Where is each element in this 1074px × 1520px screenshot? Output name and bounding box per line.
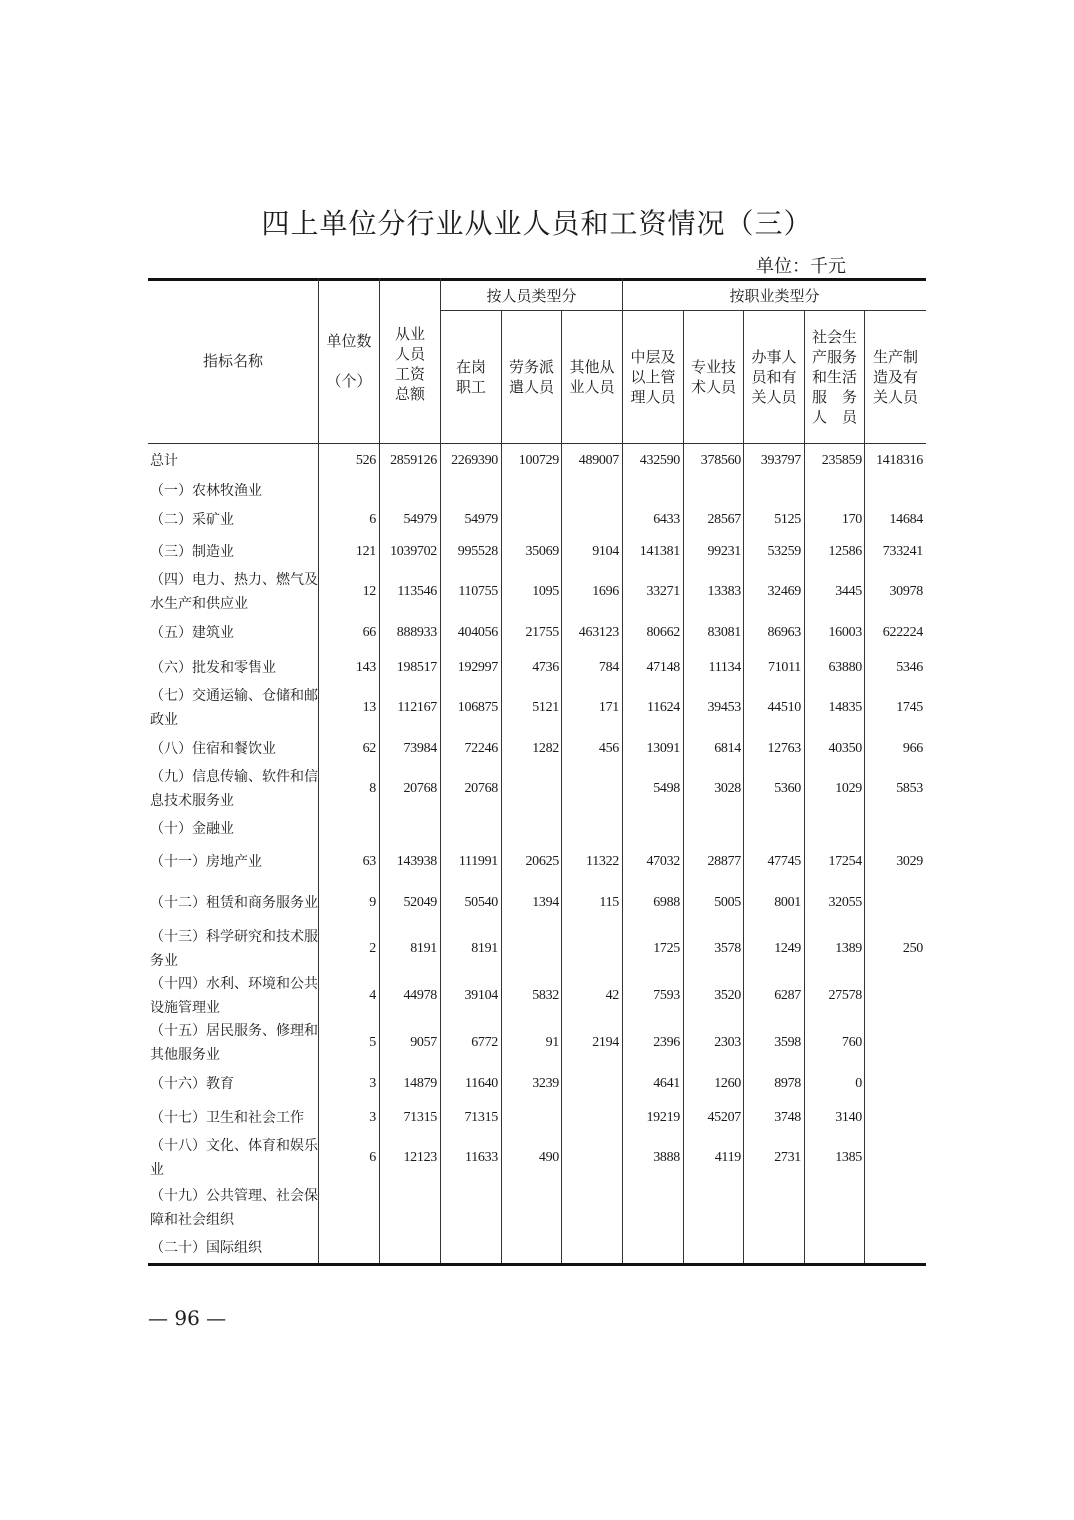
unit-label: 单位：千元 [756, 256, 846, 277]
table-cell: 14879 [403, 1076, 437, 1091]
header-group-personnel: 按人员类型分 [486, 286, 577, 305]
table-cell: 32469 [767, 584, 801, 599]
table-cell: 11633 [465, 1150, 498, 1165]
header-indicator-name: 指标名称 [202, 351, 263, 370]
table-cell: 3140 [835, 1110, 862, 1125]
table-cell: 111991 [458, 854, 498, 869]
table-cell: 66 [362, 625, 376, 640]
table-cell: 378560 [700, 453, 741, 468]
table-cell: 404056 [457, 625, 498, 640]
table-cell: 47148 [646, 660, 680, 675]
table-cell: 30978 [889, 584, 923, 599]
table-cell: 995528 [457, 544, 498, 559]
table-cell: 3888 [653, 1150, 680, 1165]
row-indicator-name: （十五）居民服务、修理和其他服务业 [150, 1023, 318, 1063]
row-indicator-name: （三）制造业 [150, 544, 234, 560]
table-cell: 1696 [592, 584, 619, 599]
table-cell: 2303 [714, 1035, 741, 1050]
table-cell: 2194 [592, 1035, 619, 1050]
table-cell: 490 [538, 1150, 559, 1165]
table-cell: 71315 [403, 1110, 437, 1125]
table-cell: 6 [369, 512, 376, 527]
table-cell: 1385 [835, 1150, 862, 1165]
table-cell: 8978 [774, 1076, 801, 1091]
table-cell: 110755 [458, 584, 498, 599]
row-indicator-name: （一）农林牧渔业 [150, 483, 262, 499]
table-cell: 11322 [586, 854, 619, 869]
row-indicator-name: （二）采矿业 [150, 512, 234, 528]
table-cell: 47032 [646, 854, 680, 869]
table-cell: 5832 [532, 988, 559, 1003]
table-cell: 143938 [396, 854, 437, 869]
table-cell: 432590 [639, 453, 680, 468]
header-group-occupation: 按职业类型分 [729, 286, 820, 305]
table-bottom-rule [148, 1263, 926, 1266]
row-indicator-name: （十八）文化、体育和娱乐业 [150, 1138, 318, 1178]
table-cell: 113546 [397, 584, 437, 599]
table-cell: 71315 [464, 1110, 498, 1125]
row-indicator-name: （五）建筑业 [150, 625, 234, 641]
row-indicator-name: （六）批发和零售业 [150, 660, 276, 676]
table-cell: 3 [369, 1076, 376, 1091]
table-cell: 3598 [774, 1035, 801, 1050]
table-cell: 8191 [410, 941, 437, 956]
table-cell: 45207 [707, 1110, 741, 1125]
table-cell: 12586 [828, 544, 862, 559]
page-title: 四上单位分行业从业人员和工资情况（三） [261, 207, 813, 240]
table-cell: 1389 [835, 941, 862, 956]
table-cell: 27578 [828, 988, 862, 1003]
table-cell: 5005 [714, 895, 741, 910]
table-cell: 2 [369, 941, 376, 956]
table-cell: 1282 [532, 741, 559, 756]
row-indicator-name: （十六）教育 [150, 1076, 234, 1092]
table-cell: 11640 [465, 1076, 498, 1091]
table-cell: 14835 [828, 700, 862, 715]
table-cell: 106875 [457, 700, 498, 715]
table-cell: 250 [902, 941, 923, 956]
table-cell: 44978 [403, 988, 437, 1003]
table-cell: 784 [598, 660, 619, 675]
table-cell: 91 [545, 1035, 559, 1050]
table-cell: 44510 [767, 700, 801, 715]
table-cell: 13091 [646, 741, 680, 756]
table-cell: 28567 [707, 512, 741, 527]
table-cell: 4736 [532, 660, 559, 675]
header-bottom-rule [148, 443, 926, 444]
table-cell: 11134 [708, 660, 741, 675]
table-cell: 9104 [592, 544, 619, 559]
row-indicator-name: （十四）水利、环境和公共设施管理业 [150, 976, 318, 1016]
header-managers: 中层及 以上管 理人员 [630, 348, 676, 406]
table-cell: 13383 [707, 584, 741, 599]
table-cell: 112167 [397, 700, 437, 715]
table-cell: 20625 [525, 854, 559, 869]
table-cell: 733241 [882, 544, 923, 559]
table-cell: 0 [855, 1076, 862, 1091]
header-dispatched: 劳务派 遣人员 [508, 358, 554, 396]
table-cell: 235859 [821, 453, 862, 468]
table-cell: 4119 [714, 1150, 741, 1165]
table-cell: 3520 [714, 988, 741, 1003]
table-cell: 3239 [532, 1076, 559, 1091]
header-other: 其他从 业人员 [569, 358, 615, 396]
table-cell: 463123 [578, 625, 619, 640]
table-cell: 5498 [653, 781, 680, 796]
table-cell: 3029 [896, 854, 923, 869]
row-indicator-name: （十一）房地产业 [150, 854, 262, 870]
row-indicator-name: （八）住宿和餐饮业 [150, 741, 276, 757]
table-cell: 3748 [774, 1110, 801, 1125]
table-cell: 6 [369, 1150, 376, 1165]
header-staff: 在岗 职工 [455, 358, 486, 396]
table-cell: 33271 [646, 584, 680, 599]
table-cell: 115 [599, 895, 619, 910]
table-cell: 192997 [457, 660, 498, 675]
table-cell: 32055 [828, 895, 862, 910]
table-cell: 888933 [396, 625, 437, 640]
row-indicator-name: （九）信息传输、软件和信息技术服务业 [150, 769, 318, 809]
table-cell: 5121 [532, 700, 559, 715]
table-cell: 5346 [896, 660, 923, 675]
table-cell: 5 [369, 1035, 376, 1050]
table-cell: 39453 [707, 700, 741, 715]
table-cell: 171 [598, 700, 619, 715]
table-cell: 6433 [653, 512, 680, 527]
table-cell: 1095 [532, 584, 559, 599]
table-cell: 3445 [835, 584, 862, 599]
row-indicator-name: （十）金融业 [150, 821, 234, 837]
table-cell: 2396 [653, 1035, 680, 1050]
header-unit-count: 单位数 （个） [326, 331, 372, 390]
table-cell: 9057 [410, 1035, 437, 1050]
table-cell: 1249 [774, 941, 801, 956]
table-cell: 6988 [653, 895, 680, 910]
row-indicator-name: （二十）国际组织 [150, 1240, 262, 1256]
table-cell: 63 [362, 854, 376, 869]
page-number: — 96 — [148, 1306, 227, 1330]
table-cell: 12763 [767, 741, 801, 756]
table-cell: 86963 [767, 625, 801, 640]
table-cell: 7593 [653, 988, 680, 1003]
table-cell: 393797 [760, 453, 801, 468]
table-cell: 17254 [828, 854, 862, 869]
table-cell: 4641 [653, 1076, 680, 1091]
table-cell: 1029 [835, 781, 862, 796]
table-cell: 2269390 [451, 453, 498, 468]
header-production: 生产制 造及有 关人员 [872, 348, 918, 406]
table-cell: 760 [841, 1035, 862, 1050]
header-service: 社会生 产服务 和生活 服 务 人 员 [811, 328, 857, 426]
table-cell: 83081 [707, 625, 741, 640]
table-cell: 8191 [471, 941, 498, 956]
table-cell: 2731 [774, 1150, 801, 1165]
table-cell: 20768 [464, 781, 498, 796]
table-cell: 5360 [774, 781, 801, 796]
row-indicator-name: 总计 [150, 453, 178, 469]
table-cell: 6814 [714, 741, 741, 756]
table-cell: 1394 [532, 895, 559, 910]
table-cell: 170 [841, 512, 862, 527]
table-cell: 19219 [646, 1110, 680, 1125]
table-cell: 1745 [896, 700, 923, 715]
table-cell: 4 [369, 988, 376, 1003]
row-indicator-name: （十二）租赁和商务服务业 [150, 895, 318, 911]
table-cell: 1039702 [390, 544, 437, 559]
table-cell: 53259 [767, 544, 801, 559]
table-cell: 62 [362, 741, 376, 756]
row-indicator-name: （四）电力、热力、燃气及水生产和供应业 [150, 572, 318, 612]
table-cell: 3 [369, 1110, 376, 1125]
table-cell: 1725 [653, 941, 680, 956]
table-cell: 20768 [403, 781, 437, 796]
table-cell: 12 [362, 584, 376, 599]
table-cell: 3028 [714, 781, 741, 796]
data-table [148, 278, 926, 1266]
table-cell: 966 [902, 741, 923, 756]
table-cell: 35069 [525, 544, 559, 559]
table-cell: 143 [355, 660, 376, 675]
table-cell: 21755 [525, 625, 559, 640]
table-cell: 622224 [882, 625, 923, 640]
table-cell: 54979 [464, 512, 498, 527]
table-cell: 99231 [707, 544, 741, 559]
table-cell: 8001 [774, 895, 801, 910]
table-cell: 40350 [828, 741, 862, 756]
table-cell: 9 [369, 895, 376, 910]
table-cell: 5125 [774, 512, 801, 527]
header-professionals: 专业技 术人员 [690, 358, 736, 396]
row-indicator-name: （十三）科学研究和技术服务业 [150, 929, 318, 969]
header-total-wage: 从业 人员 工资 总额 [394, 325, 425, 403]
table-cell: 526 [355, 453, 376, 468]
table-cell: 489007 [578, 453, 619, 468]
table-cell: 100729 [518, 453, 559, 468]
table-cell: 121 [355, 544, 376, 559]
header-clerks: 办事人 员和有 关人员 [751, 348, 797, 406]
table-cell: 54979 [403, 512, 437, 527]
table-cell: 63880 [828, 660, 862, 675]
table-cell: 5853 [896, 781, 923, 796]
table-cell: 141381 [639, 544, 680, 559]
table-cell: 47745 [767, 854, 801, 869]
table-cell: 72246 [464, 741, 498, 756]
table-cell: 52049 [403, 895, 437, 910]
table-cell: 12123 [403, 1150, 437, 1165]
table-cell: 3578 [714, 941, 741, 956]
table-cell: 1260 [714, 1076, 741, 1091]
row-indicator-name: （七）交通运输、仓储和邮政业 [150, 688, 318, 728]
table-cell: 42 [605, 988, 619, 1003]
table-cell: 80662 [646, 625, 680, 640]
row-indicator-name: （十七）卫生和社会工作 [150, 1110, 304, 1126]
table-cell: 6287 [774, 988, 801, 1003]
table-cell: 28877 [707, 854, 741, 869]
table-cell: 456 [598, 741, 619, 756]
table-cell: 73984 [403, 741, 437, 756]
table-cell: 39104 [464, 988, 498, 1003]
table-cell: 1418316 [876, 453, 923, 468]
table-cell: 50540 [464, 895, 498, 910]
table-cell: 14684 [889, 512, 923, 527]
table-cell: 13 [362, 700, 376, 715]
table-cell: 198517 [396, 660, 437, 675]
table-cell: 6772 [471, 1035, 498, 1050]
row-indicator-name: （十九）公共管理、社会保障和社会组织 [150, 1188, 318, 1228]
table-cell: 2859126 [390, 453, 437, 468]
table-cell: 16003 [828, 625, 862, 640]
table-cell: 71011 [768, 660, 801, 675]
table-cell: 11624 [647, 700, 680, 715]
table-cell: 8 [369, 781, 376, 796]
